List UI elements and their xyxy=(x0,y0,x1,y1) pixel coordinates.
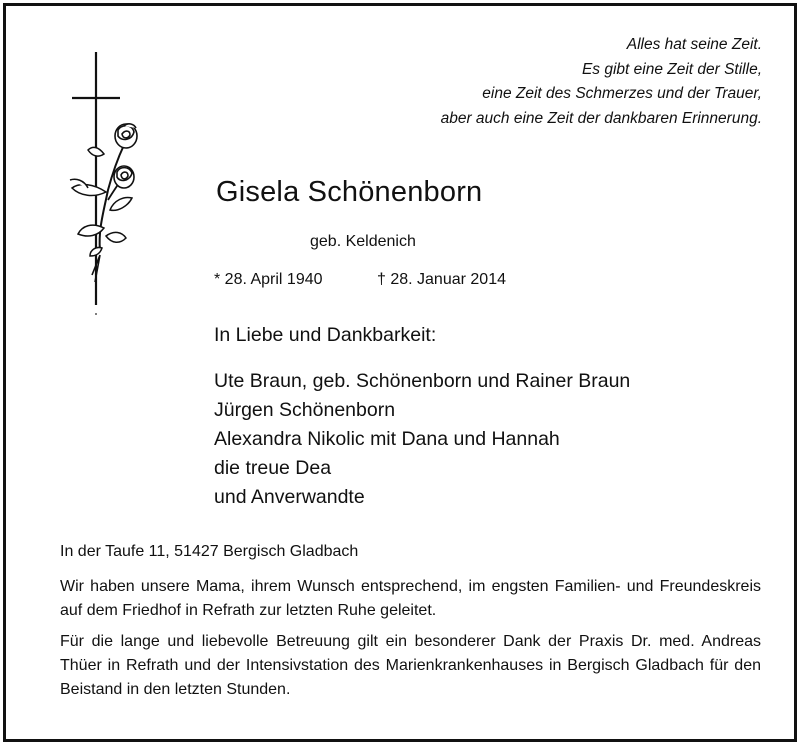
maiden-name: geb. Keldenich xyxy=(310,233,416,250)
quote-line: eine Zeit des Schmerzes und der Trauer, xyxy=(482,85,762,102)
mourner-line: Ute Braun, geb. Schönenborn und Rainer Braun xyxy=(214,370,631,392)
mourners-list xyxy=(214,367,630,512)
mourner-line: die treue Dea xyxy=(214,457,332,479)
quote-block xyxy=(441,33,762,131)
address: In der Taufe 11, 51427 Bergisch Gladbach xyxy=(60,543,359,560)
mourner-line: Alexandra Nikolic mit Dana und Hannah xyxy=(214,428,560,450)
mourners-intro: In Liebe und Dankbarkeit: xyxy=(214,324,437,346)
deceased-name: Gisela Schönenborn xyxy=(216,176,483,208)
quote-line: aber auch eine Zeit der dankbaren Erinnerung. xyxy=(440,109,762,127)
death-date: † 28. Januar 2014 xyxy=(377,271,506,288)
quote-line: Alles hat seine Zeit. xyxy=(626,36,762,53)
cross-with-roses-icon xyxy=(62,50,152,320)
quote-line: Es gibt eine Zeit der Stille, xyxy=(581,60,762,78)
funeral-note: Wir haben unsere Mama, ihrem Wunsch entsprechend, im engsten Familien- und Freundeskreis auf dem Friedhof in Refrath zur letzten Ruhe geleitet. xyxy=(60,578,761,619)
mourner-line: Jürgen Schönenborn xyxy=(214,399,396,421)
birth-date: * 28. April 1940 xyxy=(214,271,323,288)
thanks-note: Für die lange und liebevolle Betreuung gilt ein besonderer Dank der Praxis Dr. med. Andreas Thüer in Refrath und der Intensivstation des Marienkrankenhauses in Bergisch Gladbach für den Beistand in den letzten Stunden. xyxy=(60,633,761,698)
mourner-line: und Anverwandte xyxy=(214,486,365,508)
